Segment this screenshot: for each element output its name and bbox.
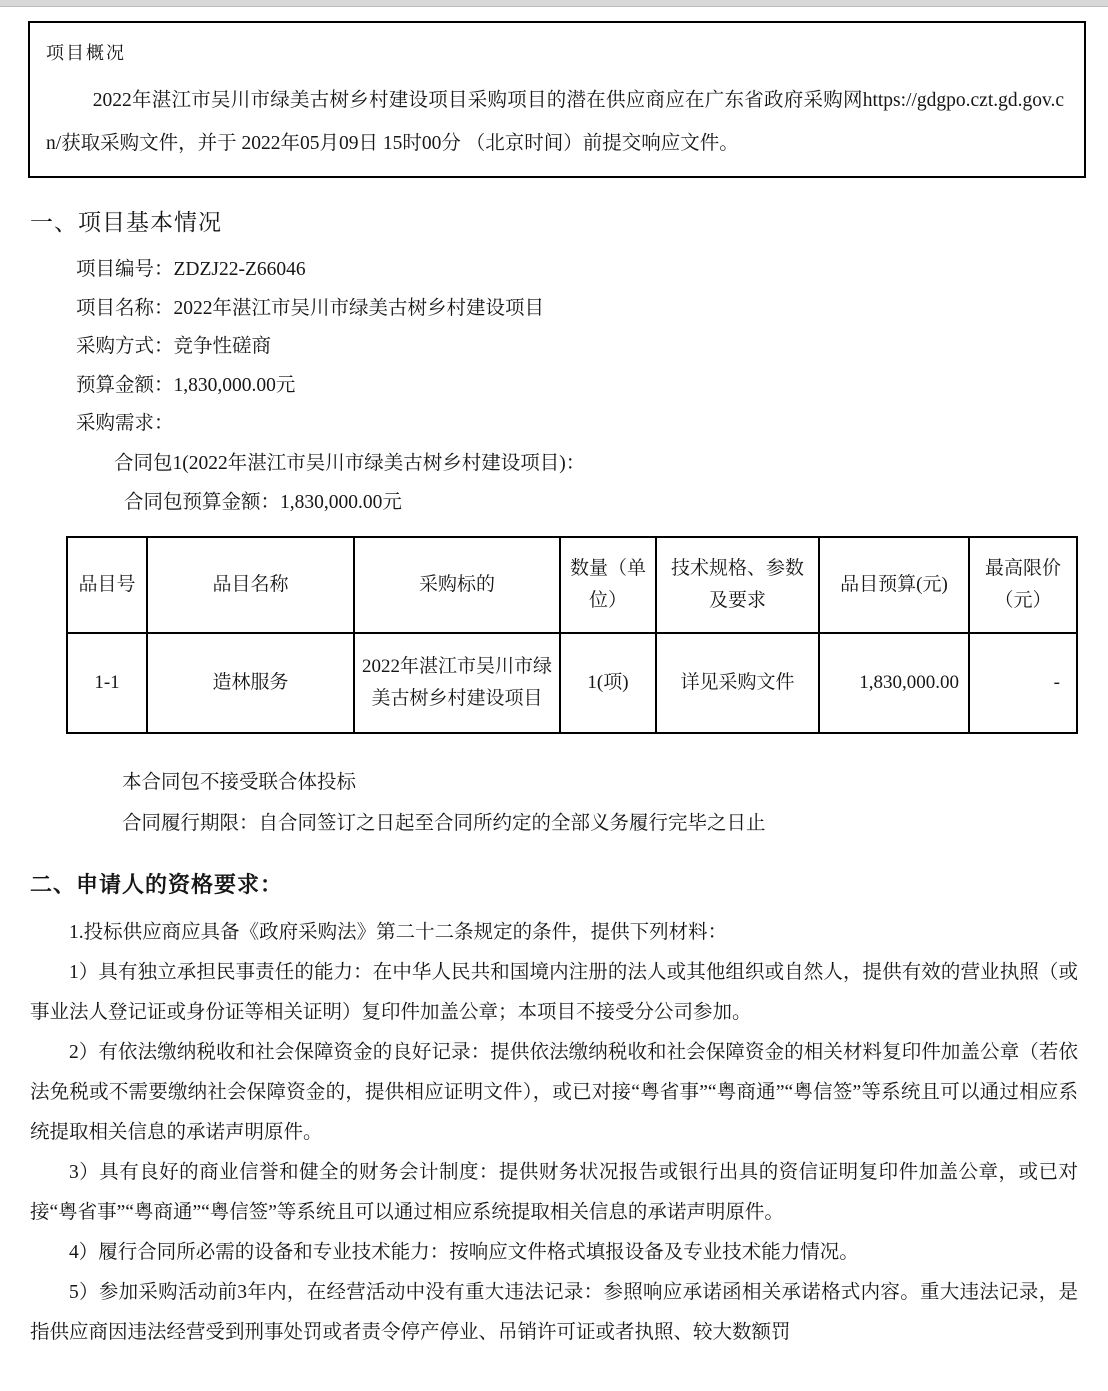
- field-budget-amount: [30, 367, 1078, 406]
- requirement-paragraph: 1.投标供应商应具备《政府采购法》第二十二条规定的条件，提供下列材料：: [69, 921, 728, 943]
- section2-title: 二、申请人的资格要求：: [30, 871, 284, 897]
- field-value: 竞争性磋商: [173, 336, 272, 357]
- field-value: ZDZJ22-Z66046: [173, 259, 306, 280]
- cell-item-budget: 1,830,000.00: [819, 633, 969, 733]
- document-body: [30, 204, 1078, 1353]
- overview-paragraph: 2022年湛江市吴川市绿美古树乡村建设项目采购项目的潜在供应商应在广东省政府采购网https://gdgpo.czt.gd.gov.cn/获取采购文件，并于 2022年05月09日 15时00分 （北京时间）前提交响应文件。: [46, 90, 1064, 154]
- requirement-paragraph: 1）具有独立承担民事责任的能力：在中华人民共和国境内注册的法人或其他组织或自然人，提供有效的营业执照（或事业法人登记证或身份证等相关证明）复印件加盖公章；本项目不接受分公司参加。: [30, 961, 1078, 1023]
- cell-procurement-subject: 2022年湛江市吴川市绿美古树乡村建设项目: [354, 633, 560, 733]
- field-label: 项目编号：: [76, 259, 174, 280]
- note-no-consortium: 本合同包不接受联合体投标: [122, 771, 357, 793]
- field-value: 2022年湛江市吴川市绿美古树乡村建设项目: [173, 297, 545, 319]
- header-max-price: 最高限价（元）: [969, 537, 1077, 633]
- table-header-row: [67, 537, 1077, 633]
- contract-notes: [30, 762, 1078, 844]
- project-overview-box: [28, 21, 1086, 178]
- cell-tech-spec: 详见采购文件: [656, 633, 819, 733]
- field-label: 采购方式：: [76, 336, 174, 357]
- overview-title: 项目概况: [46, 43, 126, 63]
- field-value: 1,830,000.00元: [173, 374, 296, 396]
- header-item-budget: 品目预算(元): [819, 537, 969, 633]
- header-item-name: 品目名称: [147, 537, 354, 633]
- field-label: 采购需求：: [76, 413, 174, 434]
- requirement-paragraph: 3）具有良好的商业信誉和健全的财务会计制度：提供财务状况报告或银行出具的资信证明复印件加盖公章，或已对接“粤省事”“粤商通”“粤信签”等系统且可以通过相应系统提取相关信息的承诺声明原件。: [30, 1161, 1078, 1223]
- window-top-edge: [0, 0, 1108, 7]
- cell-quantity-unit: 1(项): [560, 633, 656, 733]
- field-project-number: [30, 251, 1078, 290]
- requirement-paragraph: 4）履行合同所必需的设备和专业技术能力：按响应文件格式填报设备及专业技术能力情况。: [69, 1241, 859, 1263]
- requirement-paragraph: 5）参加采购活动前3年内，在经营活动中没有重大违法记录：参照响应承诺函相关承诺格式内容。重大违法记录，是指供应商因违法经营受到刑事处罚或者责令停产停业、吊销许可证或者执照、较大数额罚: [30, 1281, 1078, 1343]
- procurement-items-table: [66, 536, 1078, 734]
- requirement-paragraph: 2）有依法缴纳税收和社会保障资金的良好记录：提供依法缴纳税收和社会保障资金的相关材料复印件加盖公章（若依法免税或不需要缴纳社会保障资金的，提供相应证明文件），或已对接“粤省事”“粤商通”“粤信签”等系统且可以通过相应系统提取相关信息的承诺声明原件。: [30, 1041, 1078, 1143]
- field-label: 预算金额：: [76, 374, 174, 396]
- cell-item-number: 1-1: [67, 633, 147, 733]
- cell-item-name: 造林服务: [147, 633, 354, 733]
- contract-package-line: 合同包1(2022年湛江市吴川市绿美古树乡村建设项目)：: [114, 452, 586, 474]
- field-project-name: [30, 290, 1078, 329]
- contract-package-budget-line: 合同包预算金额：1,830,000.00元: [124, 491, 402, 513]
- header-quantity-unit: 数量（单位）: [560, 537, 656, 633]
- section1-fields: [30, 251, 1078, 522]
- header-item-number: 品目号: [67, 537, 147, 633]
- header-tech-spec: 技术规格、参数及要求: [656, 537, 819, 633]
- header-procurement-subject: 采购标的: [354, 537, 560, 633]
- qualification-requirements: [30, 913, 1078, 1353]
- field-procurement-demand: [30, 405, 1078, 444]
- note-contract-period: 合同履行期限：自合同签订之日起至合同所约定的全部义务履行完毕之日止: [122, 812, 766, 834]
- field-label: 项目名称：: [76, 297, 174, 319]
- cell-max-price: -: [969, 633, 1077, 733]
- table-row: [67, 633, 1077, 733]
- field-procurement-method: [30, 328, 1078, 367]
- section1-title: 一、项目基本情况: [30, 210, 222, 235]
